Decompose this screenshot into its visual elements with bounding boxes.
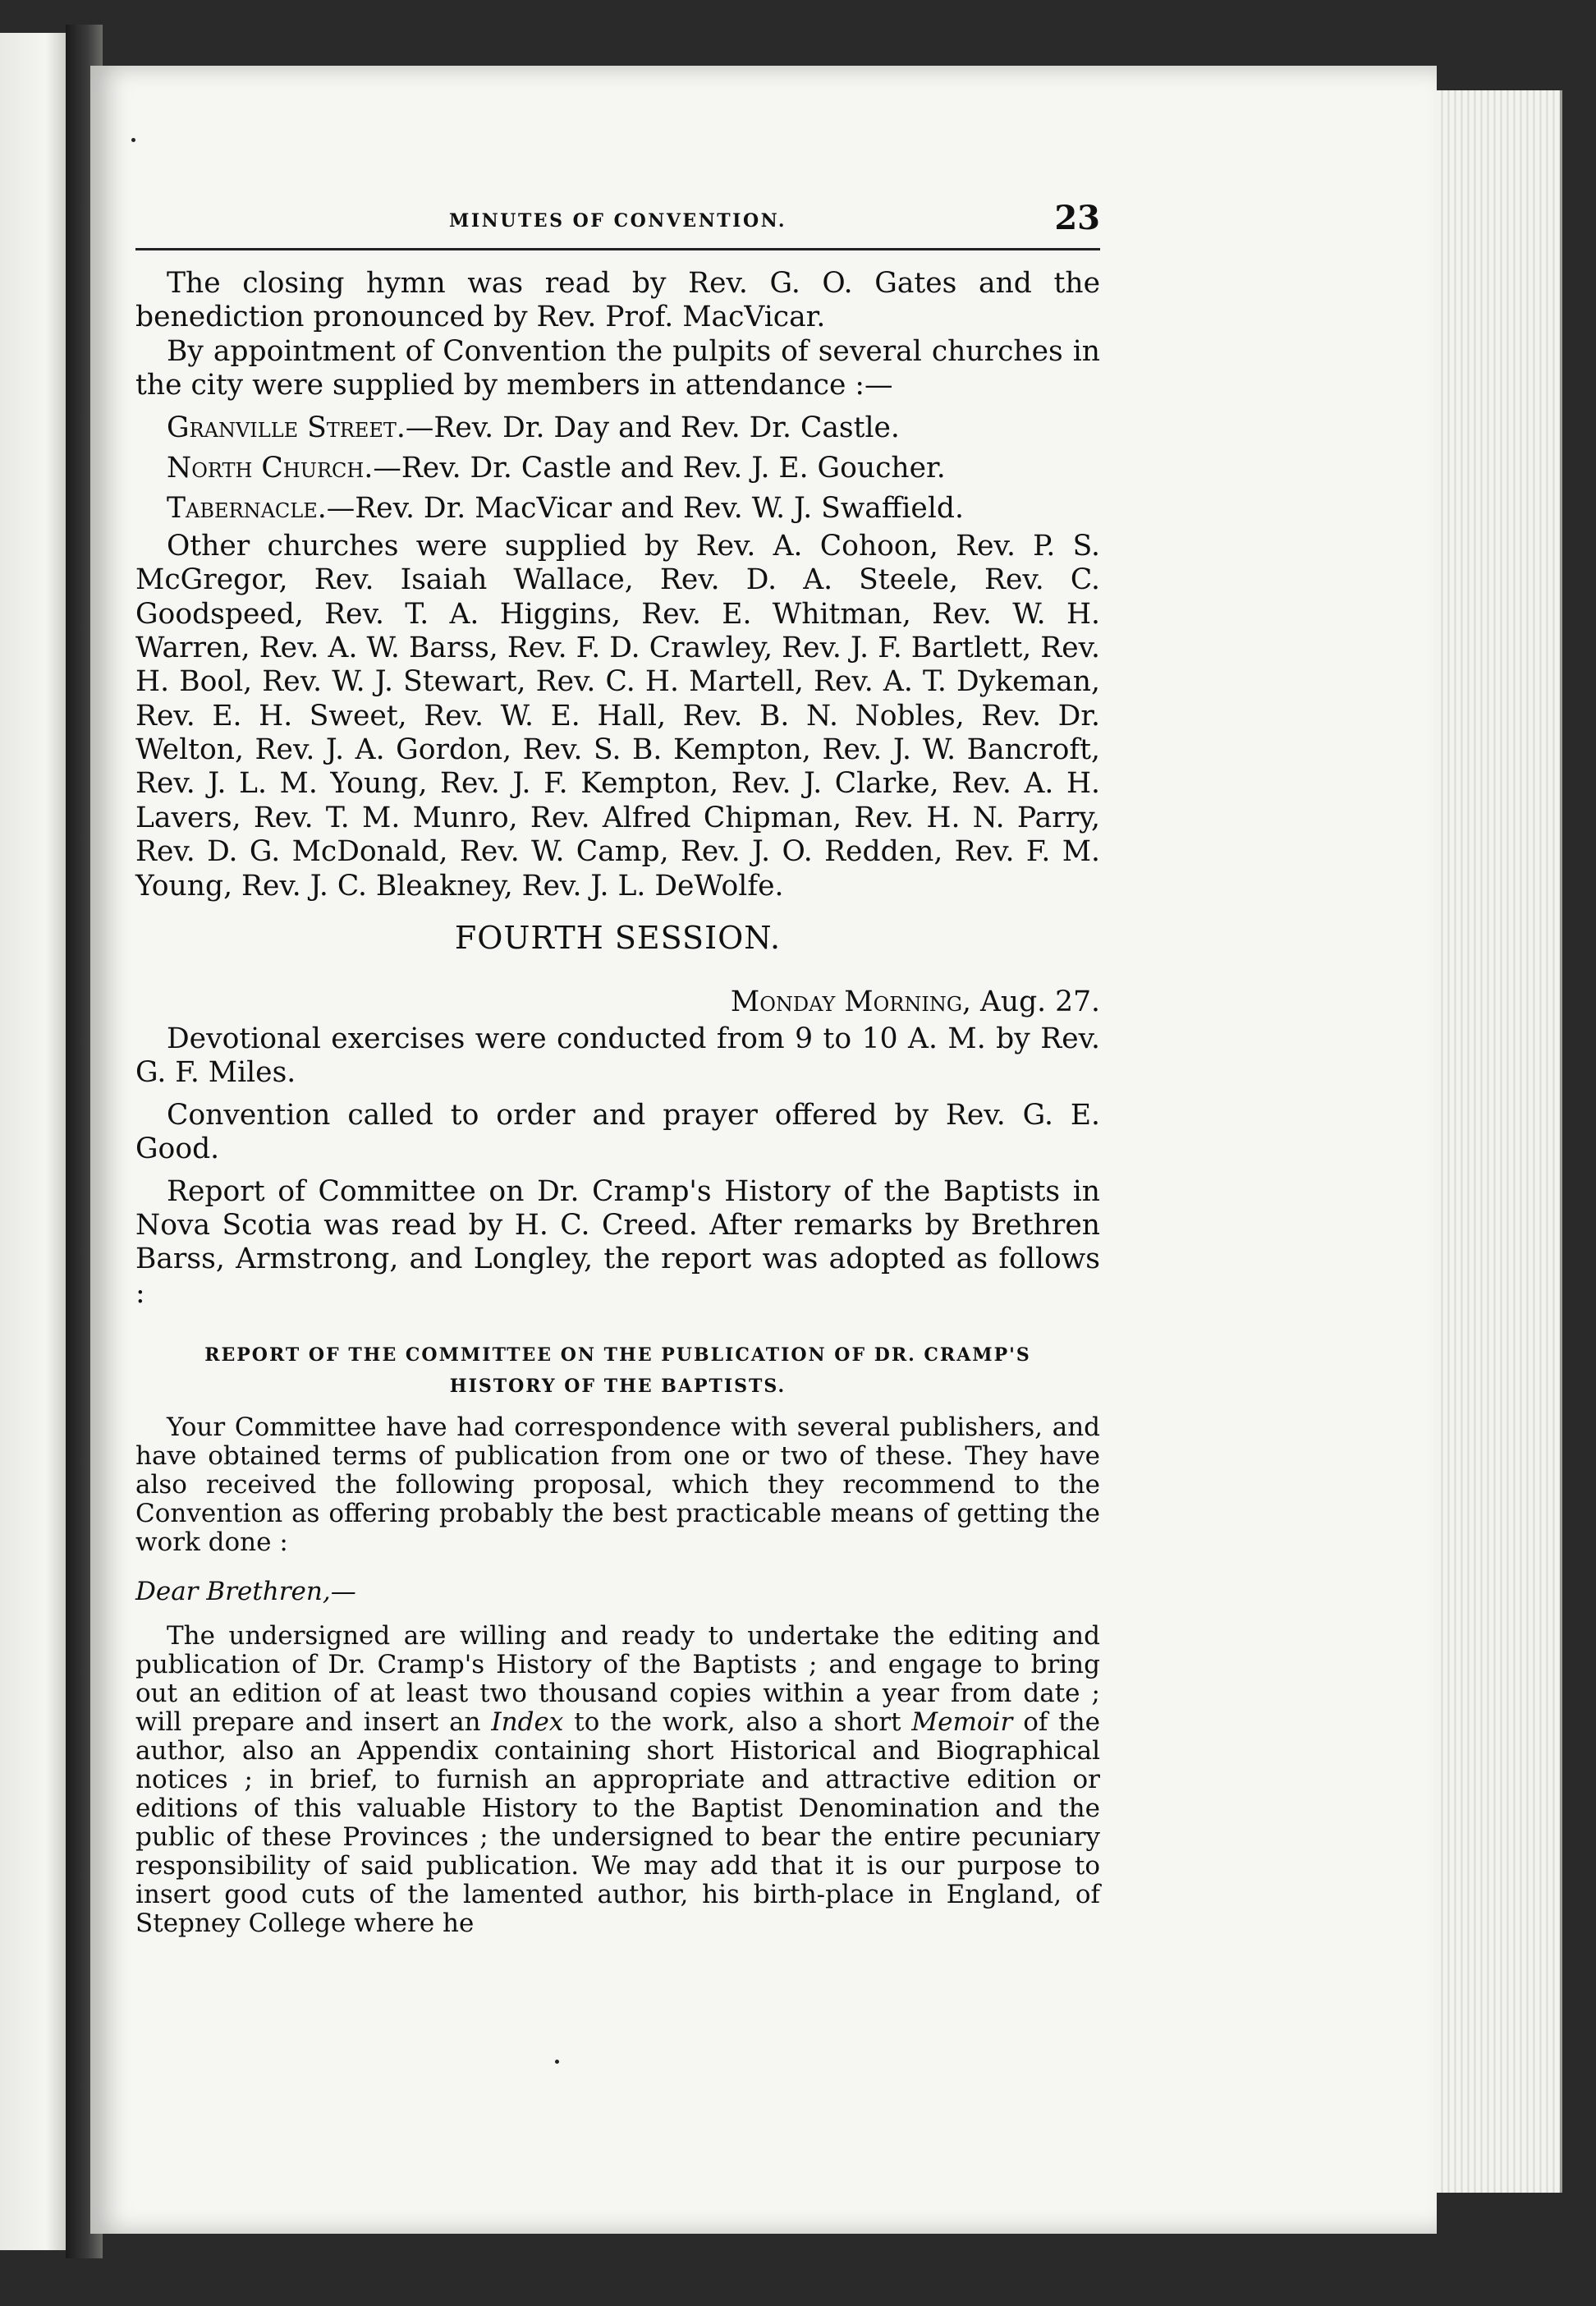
letter-italic-memoir: Memoir xyxy=(911,1707,1013,1738)
letter-text: of the author, also an Appendix containing short Historical and Biographical notices ; in brief, to furnish an appropriate and attractive edition or editions of this valuable History to the Baptist Denomination and the public of these Provinces ; the undersigned to bear the entire pecuniary responsibility of said publication. We may add that it is our purpose to insert good cuts of the lamented author, his birth-place in England, of Stepney College where he xyxy=(135,1707,1100,1939)
dateline-date: Aug. 27. xyxy=(971,985,1100,1018)
church-name: Tabernacle. xyxy=(167,492,327,526)
closing-paragraph: The closing hymn was read by Rev. G. O. Gates and the benediction pronounced by Rev. Prof. MacVicar. xyxy=(135,267,1100,334)
running-head xyxy=(135,199,1100,250)
speck-mark xyxy=(555,2060,559,2064)
appointment-paragraph: By appointment of Convention the pulpits of several churches in the city were supplied by members in attendance :— xyxy=(135,334,1100,402)
report-heading-line: HISTORY OF THE BAPTISTS. xyxy=(449,1375,787,1397)
running-title: MINUTES OF CONVENTION. xyxy=(449,210,787,232)
report-intro-paragraph: Report of Committee on Dr. Cramp's History of the Baptists in Nova Scotia was read by H. C. Creed. After remarks by Brethren Barss, Armstrong, and Longley, the report was adopted as follows : xyxy=(135,1174,1100,1310)
letter-paragraph xyxy=(135,1622,1100,1938)
page-number: 23 xyxy=(1054,199,1100,237)
devotional-paragraph: Devotional exercises were conducted from 9 to 10 A. M. by Rev. G. F. Miles. xyxy=(135,1022,1100,1090)
letter-italic-index: Index xyxy=(491,1707,564,1738)
pulpit-entry xyxy=(135,411,1100,445)
report-heading xyxy=(135,1340,1100,1402)
page-content xyxy=(135,199,1100,1939)
session-heading: FOURTH SESSION. xyxy=(454,920,782,957)
session-dateline xyxy=(135,985,1100,1019)
letter-text: The undersigned are willing and ready to undertake the editing and publication of Dr. Cramp's History of the Baptists ; and engage to bring out an edition of at least two thousand copies within a year from date ; will prepare and insert an xyxy=(135,1621,1100,1738)
dateline-day: Monday Morning, xyxy=(730,985,971,1018)
left-page-edge xyxy=(0,33,66,2250)
church-name: North Church. xyxy=(167,451,374,485)
letter-text: to the work, also a short xyxy=(563,1707,912,1738)
church-name: Granville Street. xyxy=(167,411,406,444)
pulpit-entry xyxy=(135,452,1100,485)
pulpit-supply: —Rev. Dr. MacVicar and Rev. W. J. Swaffield. xyxy=(326,492,964,526)
report-heading-line: REPORT OF THE COMMITTEE ON THE PUBLICATION OF DR. CRAMP'S xyxy=(204,1344,1031,1367)
pulpit-entry xyxy=(135,492,1100,526)
convention-paragraph: Convention called to order and prayer offered by Rev. G. E. Good. xyxy=(135,1098,1100,1166)
pulpit-supply: —Rev. Dr. Day and Rev. Dr. Castle. xyxy=(405,411,900,444)
speck-mark xyxy=(131,138,135,142)
other-churches-paragraph: Other churches were supplied by Rev. A. Cohoon, Rev. P. S. McGregor, Rev. Isaiah Wallace, Rev. D. A. Steele, Rev. C. Goodspeed, Rev. T. A. Higgins, Rev. E. Whitman, Rev. W. H. Warren, Rev. A. W. Barss, Rev. F. D. Crawley, Rev. J. F. Bartlett, Rev. H. Bool, Rev. W. J. Stewart, Rev. C. H. Martell, Rev. A. T. Dykeman, Rev. E. H. Sweet, Rev. W. E. Hall, Rev. B. N. Nobles, Rev. Dr. Welton, Rev. J. A. Gordon, Rev. S. B. Kempton, Rev. J. W. Bancroft, Rev. J. L. M. Young, Rev. J. F. Kempton, Rev. J. Clarke, Rev. A. H. Lavers, Rev. T. M. Munro, Rev. Alfred Chipman, Rev. H. N. Parry, Rev. D. G. McDonald, Rev. W. Camp, Rev. J. O. Redden, Rev. F. M. Young, Rev. J. C. Bleakney, Rev. J. L. DeWolfe. xyxy=(135,529,1100,903)
salutation: Dear Brethren,— xyxy=(135,1577,356,1606)
committee-paragraph: Your Committee have had correspondence with several publishers, and have obtained terms of publication from one or two of these. They have also received the following proposal, which they recommend to the Convention as offering probably the best practicable means of getting the work done : xyxy=(135,1412,1100,1557)
pulpit-supply: —Rev. Dr. Castle and Rev. J. E. Goucher. xyxy=(373,451,946,485)
